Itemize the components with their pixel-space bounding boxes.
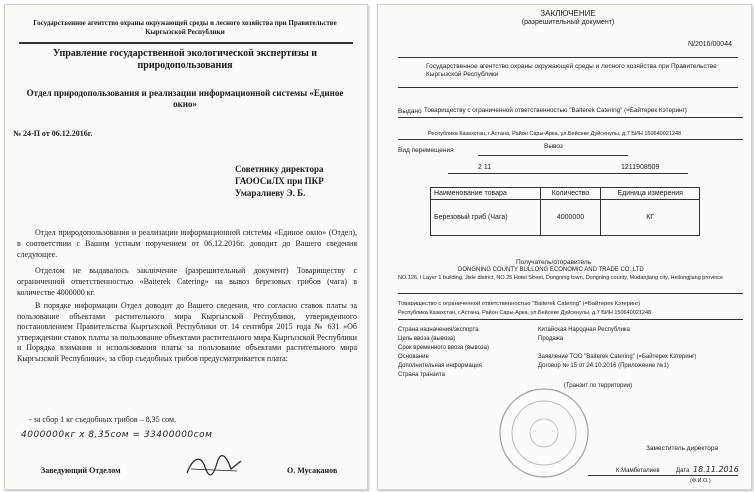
goods-table — [430, 187, 700, 236]
paragraph-1: Отдел природопользования и реализации информационной системы «Единое окно» (Отдел), в соответствии с Вашим устным поручением от 06.12.2016г. доводит до Вашего сведения следующее. — [17, 228, 357, 259]
permit-title: ЗАКЛЮЧЕНИЕ — [540, 9, 596, 18]
table-header: Количество — [540, 188, 601, 200]
field-row — [398, 372, 748, 381]
recipient-address: NO.126, I Layer 1 building, Jixle district, NO.25 Hotel Street, Dongning town, Dongning county, Mudanjiang city, Heilongjiang province — [398, 275, 724, 281]
field-label: Страна транзита — [398, 372, 445, 378]
field-label: Страна назначения/экспорта — [398, 327, 479, 333]
field-value: Заявление ТОО "Baiterek Catering" (=Байтерек Кэтеринг) — [538, 354, 697, 360]
fee-line: - за сбор 1 кг съедобных грибов – 8,35 сом. — [29, 415, 177, 424]
field-row — [398, 345, 748, 354]
transit-note: (Транзит по территории) — [563, 383, 633, 389]
field-value: Китайская Народная Республика — [538, 327, 631, 333]
paragraph-2: Отделом не выдавалось заключение (разрешительный документ) Товариществу с ограниченной ответственностью «Baiterek Catering» на вывоз березовых грибов (чага) в количестве 4000000 кг. — [17, 266, 357, 297]
paragraph-3: В порядке информации Отдел доводит до Вашего сведения, что согласно ставок платы за пользование объектами растительного мира Кыргызской Республики, утвержденного постановлением Правительства Кыргызской Республики от 14 сентября 2015 года № 631 «Об утверждении ставок платы за пользование объектами растительного мира Кыргызской Республики и Порядка взимания и использования платы за пользование объектами растительного мира Кыргызской Республики», за сбор съедобных грибов предусматривается плата: — [17, 301, 357, 363]
code-2: 1211908509 — [621, 164, 660, 171]
field-value: Продажа — [538, 336, 564, 342]
fio-caption: (Ф.И.О.) — [690, 478, 711, 484]
issued-address: Республика Казахстан, г.Астана, Район Сары-Арка, ул.Бейсеке Дуйсенулы, д.7 БИН 150640021248 — [428, 131, 682, 137]
rule — [588, 475, 738, 476]
rule — [398, 293, 743, 294]
move-type-label: Вид перемещения — [398, 147, 454, 154]
recipient-label: Получатель/отправитель — [516, 259, 592, 266]
addressee-line: Советнику директора — [235, 164, 324, 174]
signature-name: О. Мусаканов — [287, 466, 338, 475]
table-header: Наименование товара — [431, 188, 541, 200]
table-row — [431, 200, 700, 236]
letter-page — [4, 4, 368, 490]
field-label: Срок временного ввоза (вывоза) — [398, 345, 489, 351]
field-row — [398, 336, 748, 345]
date-value: 18.11.2016 — [693, 465, 739, 474]
table-cell: КГ — [601, 200, 700, 236]
signature-title: Заведующий Отделом — [41, 466, 121, 475]
agency-header: Государственное агентство охраны окружающей среды и лесного хозяйства при Правительстве Кыргызской Республики — [33, 19, 337, 36]
signature-scribble — [183, 451, 245, 481]
rule — [398, 57, 738, 58]
header-rule — [19, 42, 353, 44]
rule — [398, 319, 743, 320]
permit-page — [377, 4, 752, 490]
move-type-value: Вывоз — [544, 143, 563, 150]
table-header: Единица измерения — [601, 188, 700, 200]
addressee-line: ГАООСиЛХ при ПКР — [235, 176, 324, 186]
field-label: Дополнительная информация — [398, 363, 482, 369]
issuing-agency: Государственное агентство охраны окружающей среды и лесного хозяйства при Правительстве Кыргызской Республики — [426, 63, 717, 78]
field-row — [398, 363, 748, 372]
deputy-title: Заместитель директора — [646, 445, 719, 452]
rule — [398, 87, 738, 88]
sender-name: Товарищество с ограниченной ответственностью "Baiterek Catering" (=Байтерек Кэтеринг) — [398, 301, 641, 307]
recipient-name: DONGNING COUNTY BULLONG ECONOMIC AND TRADE CO.,LTD — [458, 267, 644, 273]
issued-label: Выдано — [398, 108, 422, 115]
addressee — [235, 163, 324, 199]
rule — [398, 139, 743, 140]
code-1: 2 11 — [478, 164, 492, 171]
sender-address: Республика Казахстан, г.Астана, Район Сары-Арка, ул.Бейсеке Дуйсенулы, д.7 БИН 150640021248 — [398, 310, 652, 316]
reference-number: № 24-П от 06.12.2016г. — [13, 129, 93, 138]
table-cell: Березовый гриб (Чага) — [431, 200, 541, 236]
table-cell: 4000000 — [540, 200, 601, 236]
field-row — [398, 354, 748, 363]
sub-department: Отдел природопользования и реализации информационной системы «Единое окно» — [26, 88, 344, 109]
permit-number: N/2016/00044 — [688, 41, 732, 48]
department-title: Управление государственной экологической экспертизы и природопользования — [52, 48, 318, 71]
permit-subtitle: (разрешительный документ) — [521, 19, 615, 26]
addressee-line: Умаралиеву Э. Б. — [235, 188, 306, 198]
issued-to: Товариществу с ограниченной ответственностью "Baiterek Catering" (=Байтерек Кэтеринг) — [424, 107, 687, 114]
rule — [448, 173, 688, 174]
deputy-name: К.Мамбеталиев — [616, 468, 660, 474]
field-label: Основание — [398, 354, 429, 360]
date-label: Дата — [676, 468, 690, 474]
rule — [398, 117, 743, 118]
official-seal — [496, 385, 592, 481]
fields-list — [398, 327, 748, 381]
rule — [478, 155, 628, 156]
table-header-row — [431, 188, 700, 200]
field-value: Договор № 15 от 24.10.2016 (Приложение №1) — [538, 363, 669, 369]
field-label: Цель ввоза (вывоза) — [398, 336, 456, 342]
field-row — [398, 327, 748, 336]
handwritten-calculation: 4000000кг х 8,35сом = 33400000сом — [21, 430, 213, 440]
